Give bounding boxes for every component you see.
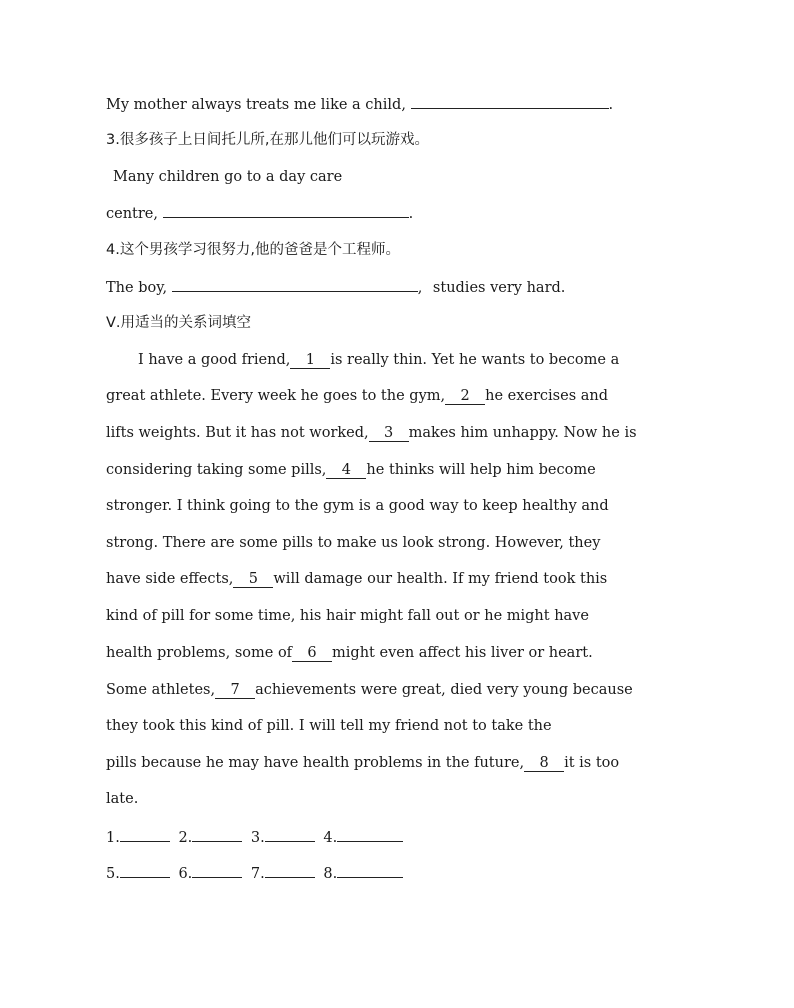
passage-text: might even affect his liver or heart. bbox=[332, 645, 593, 661]
passage-text: Some athletes, bbox=[106, 682, 216, 698]
passage-line bbox=[106, 460, 596, 480]
passage-line bbox=[106, 423, 637, 443]
passage-line bbox=[106, 386, 608, 406]
blank-number[interactable]: 2 bbox=[445, 388, 485, 405]
passage-text: he thinks will help him become bbox=[366, 462, 596, 478]
passage-line bbox=[106, 569, 607, 589]
passage-text: achievements were great, died very young because bbox=[255, 682, 633, 698]
passage-text: they took this kind of pill. I will tell my friend not to take the bbox=[106, 718, 552, 734]
passage-text: health problems, some of bbox=[106, 645, 293, 661]
answer-label-2: 2. bbox=[178, 830, 193, 846]
q2-answer-line bbox=[106, 94, 613, 115]
answer-blank-4[interactable] bbox=[337, 827, 403, 842]
answer-row-2 bbox=[106, 863, 403, 884]
answer-blank-2[interactable] bbox=[192, 827, 242, 842]
passage-text: it is too bbox=[564, 755, 620, 771]
q4-prefix: The boy, bbox=[106, 280, 168, 296]
q3-blank[interactable] bbox=[163, 203, 409, 218]
answer-blank-6[interactable] bbox=[192, 863, 242, 878]
passage-line bbox=[106, 789, 138, 809]
passage-line bbox=[106, 753, 619, 773]
answer-label-8: 8. bbox=[323, 866, 338, 882]
q4-tail: studies very hard. bbox=[432, 280, 566, 296]
q2-blank[interactable] bbox=[411, 94, 609, 109]
answer-blank-7[interactable] bbox=[265, 863, 315, 878]
answer-label-7: 7. bbox=[250, 866, 265, 882]
answer-label-4: 4. bbox=[323, 830, 338, 846]
passage-line bbox=[106, 643, 593, 663]
passage-text: stronger. I think going to the gym is a good way to keep healthy and bbox=[106, 498, 609, 514]
blank-number[interactable]: 4 bbox=[326, 462, 366, 479]
q3-line2-suffix: . bbox=[408, 206, 414, 222]
passage-text: lifts weights. But it has not worked, bbox=[106, 425, 369, 441]
q3-line2 bbox=[106, 203, 413, 224]
q2-prefix: My mother always treats me like a child, bbox=[106, 97, 406, 113]
q4-blank[interactable] bbox=[172, 277, 418, 292]
passage-text: he exercises and bbox=[485, 388, 609, 404]
passage-text: great athlete. Every week he goes to the gym, bbox=[106, 388, 446, 404]
answer-label-5: 5. bbox=[106, 866, 120, 882]
passage-line bbox=[106, 680, 633, 700]
q2-suffix: . bbox=[608, 97, 614, 113]
answer-blank-5[interactable] bbox=[120, 863, 170, 878]
answer-label-3: 3. bbox=[250, 830, 265, 846]
passage-text: is really thin. Yet he wants to become a bbox=[330, 352, 620, 368]
passage-line bbox=[106, 606, 589, 626]
q3-prompt: 3.很多孩子上日间托儿所,在那儿他们可以玩游戏。 bbox=[106, 132, 429, 148]
passage-line bbox=[138, 350, 619, 370]
answer-row-1 bbox=[106, 827, 403, 848]
blank-number[interactable]: 5 bbox=[233, 571, 273, 588]
passage-text: kind of pill for some time, his hair might fall out or he might have bbox=[106, 608, 589, 624]
passage-text: I have a good friend, bbox=[138, 352, 291, 368]
passage-text: considering taking some pills, bbox=[106, 462, 327, 478]
q3-line2-prefix: centre, bbox=[106, 206, 158, 222]
passage-text: have side effects, bbox=[106, 571, 234, 587]
q4-suffix: , bbox=[417, 280, 423, 296]
passage-text: pills because he may have health problems in the future, bbox=[106, 755, 525, 771]
blank-number[interactable]: 7 bbox=[215, 682, 255, 699]
answer-blank-1[interactable] bbox=[120, 827, 170, 842]
q3-line1: Many children go to a day care bbox=[113, 169, 343, 185]
blank-number[interactable]: 8 bbox=[524, 755, 564, 772]
blank-number[interactable]: 1 bbox=[290, 352, 330, 369]
answer-label-6: 6. bbox=[178, 866, 193, 882]
passage-text: strong. There are some pills to make us look strong. However, they bbox=[106, 535, 601, 551]
blank-number[interactable]: 3 bbox=[369, 425, 409, 442]
q4-prompt: 4.这个男孩学习很努力,他的爸爸是个工程师。 bbox=[106, 242, 400, 258]
passage-text: late. bbox=[106, 791, 139, 807]
q4-line bbox=[106, 277, 565, 298]
blank-number[interactable]: 6 bbox=[292, 645, 332, 662]
answer-blank-8[interactable] bbox=[337, 863, 403, 878]
passage-text: will damage our health. If my friend took this bbox=[273, 571, 608, 587]
section-heading: Ⅴ.用适当的关系词填空 bbox=[106, 315, 252, 331]
answer-label-1: 1. bbox=[106, 830, 120, 846]
passage-line bbox=[106, 533, 600, 553]
passage-text: makes him unhappy. Now he is bbox=[408, 425, 637, 441]
answer-blank-3[interactable] bbox=[265, 827, 315, 842]
passage-line bbox=[106, 496, 609, 516]
passage-line bbox=[106, 716, 552, 736]
